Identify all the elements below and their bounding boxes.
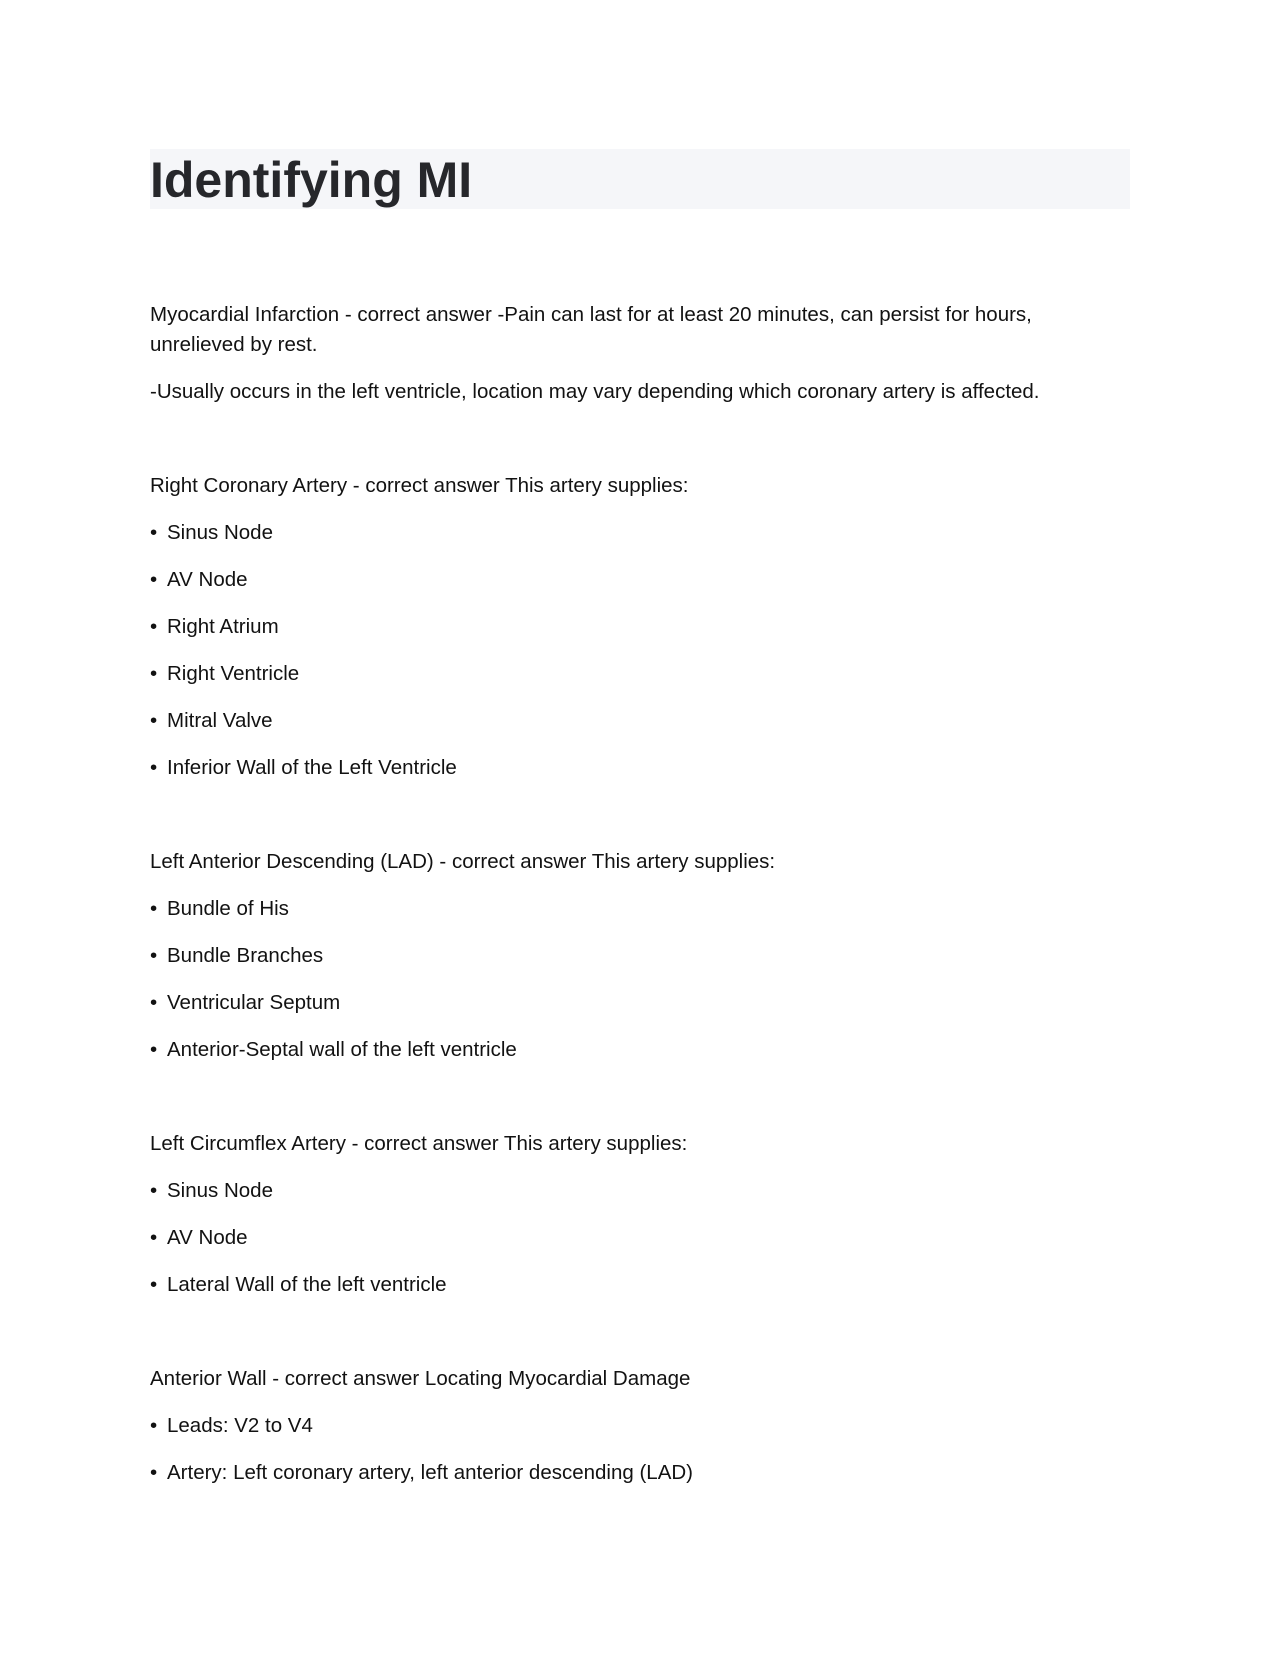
bullet-item [150, 753, 1110, 783]
bullet-item [150, 706, 1110, 736]
bullet-item [150, 1176, 1110, 1206]
section-heading-paragraph: Left Circumflex Artery - correct answer This artery supplies: [150, 1132, 688, 1155]
bullet-item [150, 988, 1110, 1018]
bullet-text: Lateral Wall of the left ventricle [167, 1273, 447, 1296]
section-heading-paragraph: Right Coronary Artery - correct answer This artery supplies: [150, 474, 689, 497]
bullet-glyph: • [150, 1461, 158, 1484]
bullet-text: Inferior Wall of the Left Ventricle [167, 756, 457, 779]
bullet-item [150, 1411, 1110, 1441]
bullet-item [150, 1458, 1110, 1488]
paragraph: -Usually occurs in the left ventricle, location may vary depending which coronary artery is affected. [150, 380, 1040, 403]
section-heading-paragraph: Anterior Wall - correct answer Locating Myocardial Damage [150, 1367, 691, 1390]
bullet-glyph: • [150, 709, 158, 732]
bullet-text: Artery: Left coronary artery, left anterior descending (LAD) [167, 1461, 694, 1484]
bullet-item [150, 1035, 1110, 1065]
bullet-glyph: • [150, 1038, 158, 1061]
document-section [150, 471, 1110, 783]
bullet-text: Right Ventricle [167, 662, 300, 685]
bullet-text: Bundle of His [167, 897, 289, 920]
section-heading-paragraph: Left Anterior Descending (LAD) - correct answer This artery supplies: [150, 850, 776, 873]
bullet-glyph: • [150, 756, 158, 779]
bullet-text: Leads: V2 to V4 [167, 1414, 313, 1437]
bullet-item [150, 894, 1110, 924]
bullet-item [150, 612, 1110, 642]
bullet-text: Right Atrium [167, 615, 279, 638]
section-heading-paragraph: Myocardial Infarction - correct answer -Pain can last for at least 20 minutes, can persist for hours, unrelieved by rest. [150, 303, 1032, 356]
bullet-text: Mitral Valve [167, 709, 273, 732]
bullet-glyph: • [150, 1273, 158, 1296]
document-section [150, 1364, 1110, 1488]
bullet-text: Anterior-Septal wall of the left ventricle [167, 1038, 517, 1061]
bullet-glyph: • [150, 1414, 158, 1437]
bullet-glyph: • [150, 944, 158, 967]
bullet-text: Sinus Node [167, 1179, 273, 1202]
bullet-text: Sinus Node [167, 521, 273, 544]
bullet-glyph: • [150, 568, 158, 591]
bullet-item [150, 659, 1110, 689]
page-title: Identifying MI [150, 152, 473, 208]
bullet-text: Bundle Branches [167, 944, 324, 967]
document-section [150, 1129, 1110, 1300]
bullet-item [150, 565, 1110, 595]
document-section [150, 847, 1110, 1065]
bullet-glyph: • [150, 1226, 158, 1249]
document-section [150, 300, 1110, 407]
bullet-text: Ventricular Septum [167, 991, 341, 1014]
bullet-glyph: • [150, 897, 158, 920]
bullet-item [150, 1270, 1110, 1300]
bullet-text: AV Node [167, 568, 248, 591]
bullet-glyph: • [150, 1179, 158, 1202]
bullet-item [150, 1223, 1110, 1253]
bullet-item [150, 941, 1110, 971]
bullet-text: AV Node [167, 1226, 248, 1249]
document-body [150, 300, 1110, 1552]
bullet-item [150, 518, 1110, 548]
bullet-glyph: • [150, 521, 158, 544]
bullet-glyph: • [150, 615, 158, 638]
bullet-glyph: • [150, 662, 158, 685]
bullet-glyph: • [150, 991, 158, 1014]
